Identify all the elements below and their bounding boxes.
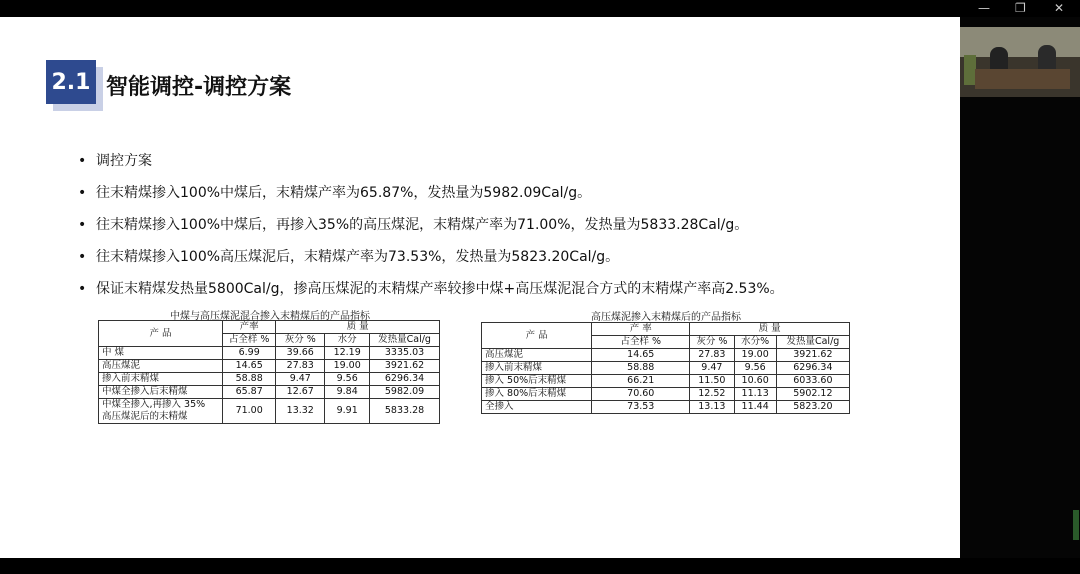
table-cell-product: 高压煤泥 — [99, 360, 223, 373]
table1-header-product: 产 品 — [99, 321, 223, 347]
bullet-item — [78, 246, 784, 278]
bullet-text: 往末精煤掺入100%高压煤泥后，末精煤产率为73.53%，发热量为5823.20Cal/g。 — [96, 249, 620, 265]
table-cell-yield: 70.60 — [592, 388, 690, 401]
table-cell-heat: 5823.20 — [776, 401, 849, 414]
table-row — [99, 373, 440, 386]
table-cell-product: 掺入 50%后末精煤 — [482, 375, 592, 388]
table-cell-heat: 3921.62 — [370, 360, 440, 373]
bullet-item — [78, 182, 784, 214]
table2-caption: 高压煤泥掺入末精煤后的产品指标 — [591, 312, 741, 323]
table2-header-yield: 产 率 — [592, 323, 690, 336]
bullet-text: 调控方案 — [96, 153, 152, 169]
bullet-dot: • — [78, 249, 87, 265]
bullet-text: 往末精煤掺入100%中煤后，末精煤产率为65.87%，发热量为5982.09Cal/g。 — [96, 185, 592, 201]
table-row — [482, 388, 850, 401]
table-cell-moisture: 10.60 — [734, 375, 776, 388]
table-cell-heat: 6296.34 — [370, 373, 440, 386]
table-cell-ash: 9.47 — [276, 373, 325, 386]
table1-caption: 中煤与高压煤泥混合掺入末精煤后的产品指标 — [170, 311, 370, 322]
video-table — [975, 69, 1070, 89]
table-cell-heat: 5902.12 — [776, 388, 849, 401]
table-cell-heat: 6033.60 — [776, 375, 849, 388]
table-cell-product: 中煤全掺入后末精煤 — [99, 386, 223, 399]
table-cell-product-line2: 高压煤泥后的末精煤 — [102, 411, 188, 422]
table-cell-heat: 5982.09 — [370, 386, 440, 399]
table-cell-moisture: 9.84 — [325, 386, 370, 399]
table-cell-moisture: 9.56 — [734, 362, 776, 375]
table-cell-moisture: 9.56 — [325, 373, 370, 386]
table-cell-yield: 6.99 — [223, 347, 276, 360]
table-row — [482, 401, 850, 414]
table1-header-quality: 质 量 — [276, 321, 440, 334]
table2-header-moisture: 水分% — [734, 336, 776, 349]
table-cell-ash: 13.32 — [276, 399, 325, 424]
table-cell-moisture: 9.91 — [325, 399, 370, 424]
bullet-text: 保证末精煤发热量5800Cal/g，掺高压煤泥的末精煤产率较掺中煤+高压煤泥混合方式的末精煤产率高2.53%。 — [96, 281, 784, 297]
table-cell-moisture: 11.13 — [734, 388, 776, 401]
bullet-item — [78, 150, 784, 182]
table2-header-yield-sub: 占全样 % — [592, 336, 690, 349]
table-cell-ash: 9.47 — [690, 362, 734, 375]
minimize-icon[interactable]: — — [978, 1, 990, 15]
table-row — [99, 386, 440, 399]
table-cell-product: 掺入前末精煤 — [99, 373, 223, 386]
table-cell-ash: 13.13 — [690, 401, 734, 414]
table-cell-product: 高压煤泥 — [482, 349, 592, 362]
table2-header-ash: 灰分 % — [690, 336, 734, 349]
table-row — [482, 375, 850, 388]
table-cell-moisture: 11.44 — [734, 401, 776, 414]
bullet-item — [78, 214, 784, 246]
table-row — [99, 347, 440, 360]
video-panel — [960, 17, 1080, 558]
table-cell-heat: 3921.62 — [776, 349, 849, 362]
table1-header-heat: 发热量Cal/g — [370, 334, 440, 347]
top-bar — [0, 0, 1080, 17]
presentation-slide — [0, 17, 960, 558]
bottom-bar — [0, 558, 1080, 574]
bullet-dot: • — [78, 153, 87, 169]
bullet-dot: • — [78, 217, 87, 233]
table-cell-moisture: 12.19 — [325, 347, 370, 360]
participant-video-thumbnail[interactable] — [960, 27, 1080, 97]
table-cell-yield: 14.65 — [592, 349, 690, 362]
bullet-dot: • — [78, 185, 87, 201]
table1-header-ash: 灰分 % — [276, 334, 325, 347]
table2-header-quality: 质 量 — [690, 323, 850, 336]
table-row — [99, 399, 440, 424]
table-cell-moisture: 19.00 — [325, 360, 370, 373]
table-cell-yield: 14.65 — [223, 360, 276, 373]
table-cell-yield: 58.88 — [592, 362, 690, 375]
table-cell-ash: 27.83 — [690, 349, 734, 362]
bullet-text: 往末精煤掺入100%中煤后，再掺入35%的高压煤泥，末精煤产率为71.00%，发热量为5833.28Cal/g。 — [96, 217, 749, 233]
table-cell-product-line1: 中煤全掺入,再掺入 35% — [102, 399, 206, 410]
table-cell-yield: 66.21 — [592, 375, 690, 388]
table-cell-yield: 71.00 — [223, 399, 276, 424]
table1-header-yield: 产率 — [223, 321, 276, 334]
table-cell-ash: 39.66 — [276, 347, 325, 360]
table1 — [98, 320, 440, 424]
bullet-dot: • — [78, 281, 87, 297]
restore-icon[interactable]: ❐ — [1015, 1, 1026, 15]
slide-title: 智能调控-调控方案 — [106, 75, 292, 100]
bullet-item — [78, 278, 784, 310]
table-row — [482, 362, 850, 375]
table-cell-heat: 3335.03 — [370, 347, 440, 360]
table-cell-product: 中 煤 — [99, 347, 223, 360]
table1-header-moisture: 水分 — [325, 334, 370, 347]
table-cell-product: 全掺入 — [482, 401, 592, 414]
table-cell-product: 掺入前末精煤 — [482, 362, 592, 375]
volume-meter-icon — [1073, 510, 1079, 540]
table-cell-heat: 6296.34 — [776, 362, 849, 375]
table-row — [99, 360, 440, 373]
bullet-list — [78, 150, 784, 310]
video-background — [960, 27, 1080, 57]
table2-header-heat: 发热量Cal/g — [776, 336, 849, 349]
table-cell-ash: 12.52 — [690, 388, 734, 401]
table-row — [482, 349, 850, 362]
table-cell-ash: 11.50 — [690, 375, 734, 388]
table1-header-yield-sub: 占全样 % — [223, 334, 276, 347]
table-cell-product: 掺入 80%后末精煤 — [482, 388, 592, 401]
section-badge: 2.1 — [46, 60, 96, 104]
table-cell-yield: 65.87 — [223, 386, 276, 399]
table-cell-product — [99, 399, 223, 424]
table-cell-yield: 58.88 — [223, 373, 276, 386]
table2-header-product: 产 品 — [482, 323, 592, 349]
table-cell-ash: 27.83 — [276, 360, 325, 373]
table-cell-yield: 73.53 — [592, 401, 690, 414]
table2 — [481, 322, 850, 414]
table-cell-ash: 12.67 — [276, 386, 325, 399]
table-cell-heat: 5833.28 — [370, 399, 440, 424]
close-icon[interactable]: ✕ — [1054, 1, 1065, 15]
table-cell-moisture: 19.00 — [734, 349, 776, 362]
